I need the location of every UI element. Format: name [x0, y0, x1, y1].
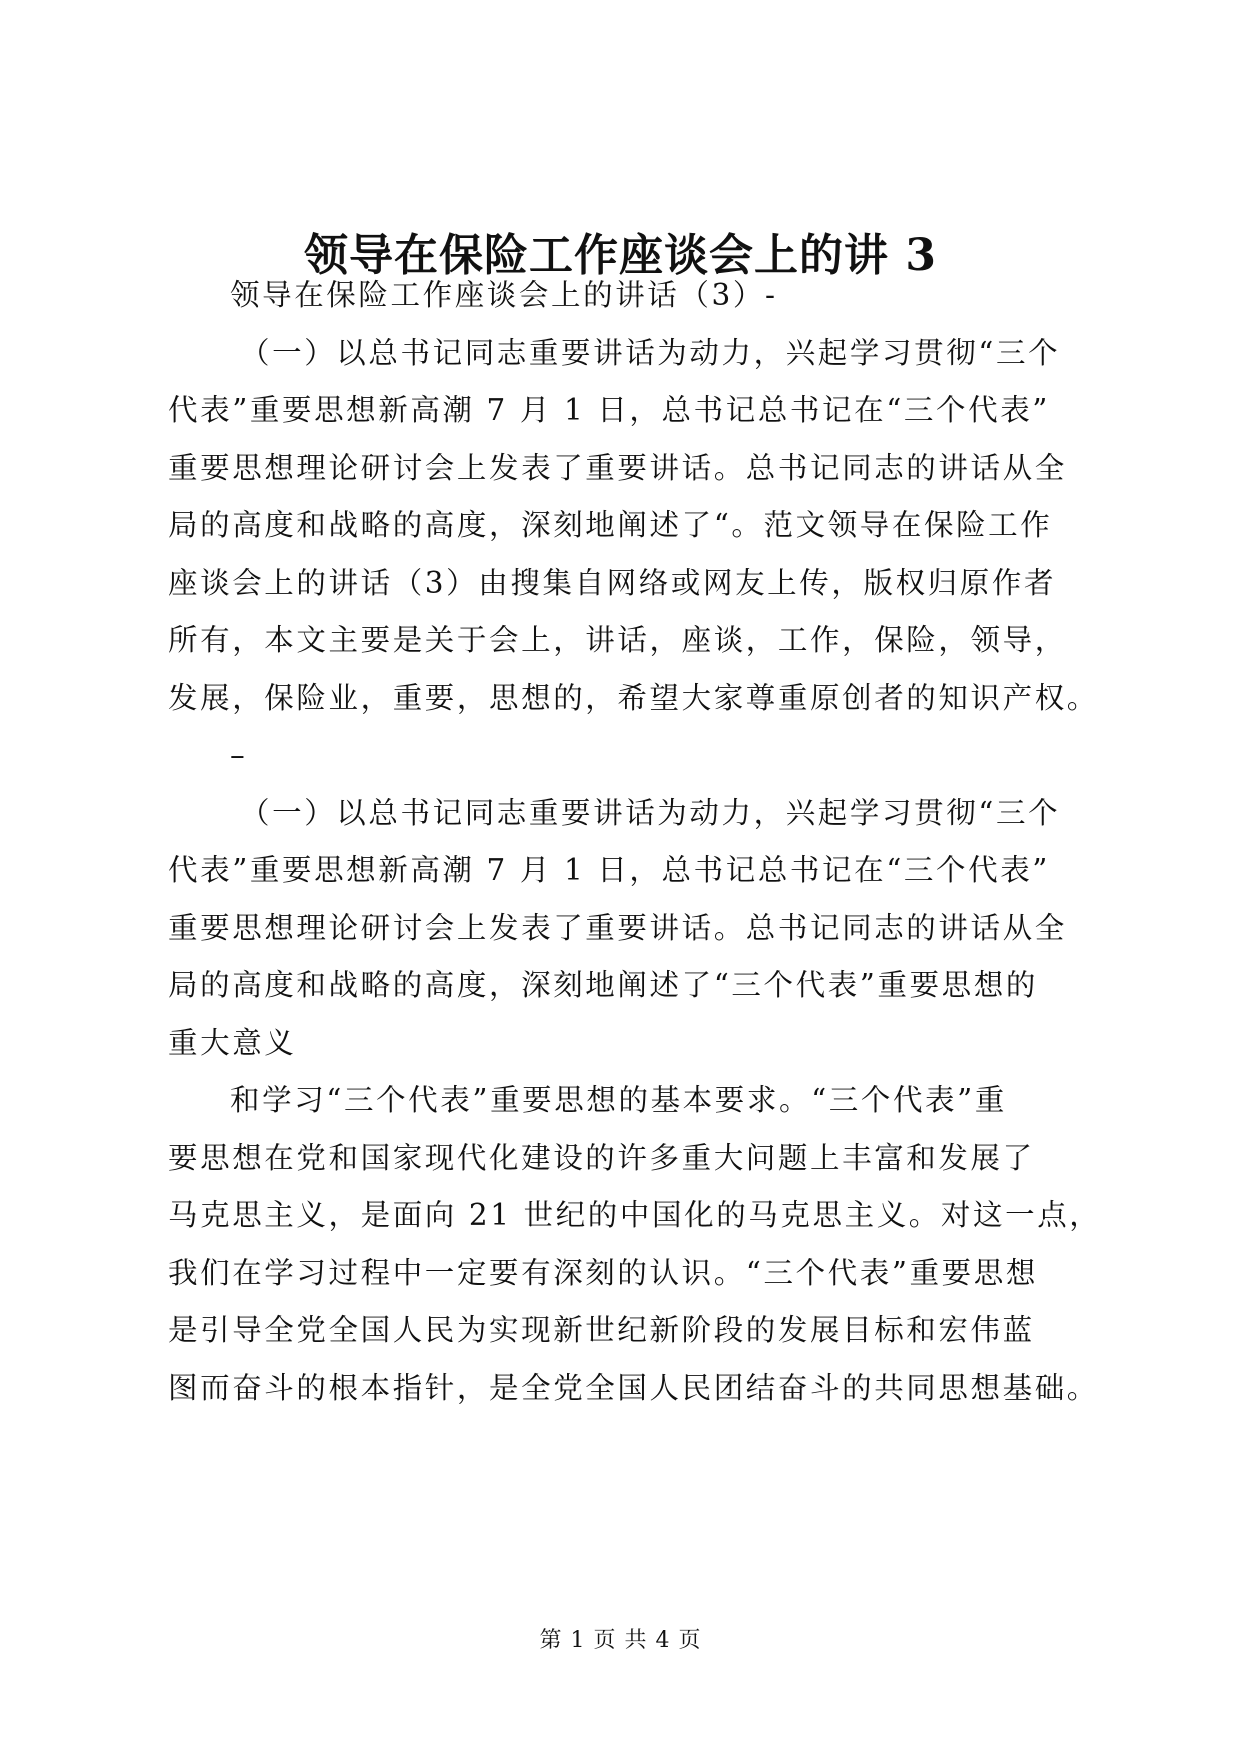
paragraph-3-line-5: 是引导全党全国人民为实现新世纪新阶段的发展目标和宏伟蓝	[168, 1313, 1035, 1347]
paragraph-2-line-5: 重大意义	[168, 1025, 297, 1060]
paragraph-3-line-6: 图而奋斗的根本指针，是全党全国人民团结奋斗的共同思想基础。	[168, 1370, 1099, 1405]
document-subtitle: 领导在保险工作座谈会上的讲话（3）-	[230, 278, 778, 312]
paragraph-2-line-3: 重要思想理论研讨会上发表了重要讲话。总书记同志的讲话从全	[168, 910, 1067, 945]
paragraph-1-line-2: 代表”重要思想新高潮 7 月 1 日，总书记总书记在“三个代表”	[168, 393, 1050, 427]
paragraph-3-line-1: 和学习“三个代表”重要思想的基本要求。“三个代表”重	[230, 1083, 1007, 1117]
paragraph-1-line-5: 座谈会上的讲话（3）由搜集自网络或网友上传，版权归原作者	[168, 565, 1057, 600]
paragraph-1-line-7: 发展，保险业，重要，思想的，希望大家尊重原创者的知识产权。	[168, 680, 1099, 715]
document-body	[168, 267, 1102, 1417]
paragraph-2-line-4: 局的高度和战略的高度，深刻地阐述了“三个代表”重要思想的	[168, 968, 1038, 1002]
paragraph-2-line-2: 代表”重要思想新高潮 7 月 1 日，总书记总书记在“三个代表”	[168, 853, 1050, 887]
paragraph-1-line-3: 重要思想理论研讨会上发表了重要讲话。总书记同志的讲话从全	[168, 450, 1067, 485]
paragraph-3-line-3: 马克思主义，是面向 21 世纪的中国化的马克思主义。对这一点，	[168, 1198, 1102, 1232]
paragraph-1-line-4: 局的高度和战略的高度，深刻地阐述了“。范文领导在保险工作	[168, 508, 1053, 542]
paragraph-1-line-1: （一）以总书记同志重要讲话为动力，兴起学习贯彻“三个	[240, 335, 1061, 370]
paragraph-3-line-4: 我们在学习过程中一定要有深刻的认识。“三个代表”重要思想	[168, 1255, 1038, 1290]
paragraph-2-line-1: （一）以总书记同志重要讲话为动力，兴起学习贯彻“三个	[240, 795, 1061, 830]
document-title: 领导在保险工作座谈会上的讲 3	[304, 230, 937, 281]
paragraph-1-line-6: 所有，本文主要是关于会上，讲话，座谈，工作，保险，领导，	[168, 623, 1067, 657]
page-number-footer: 第 1 页 共 4 页	[539, 1628, 702, 1653]
separator-dash: –	[230, 738, 248, 772]
paragraph-3-line-2: 要思想在党和国家现代化建设的许多重大问题上丰富和发展了	[168, 1140, 1035, 1175]
